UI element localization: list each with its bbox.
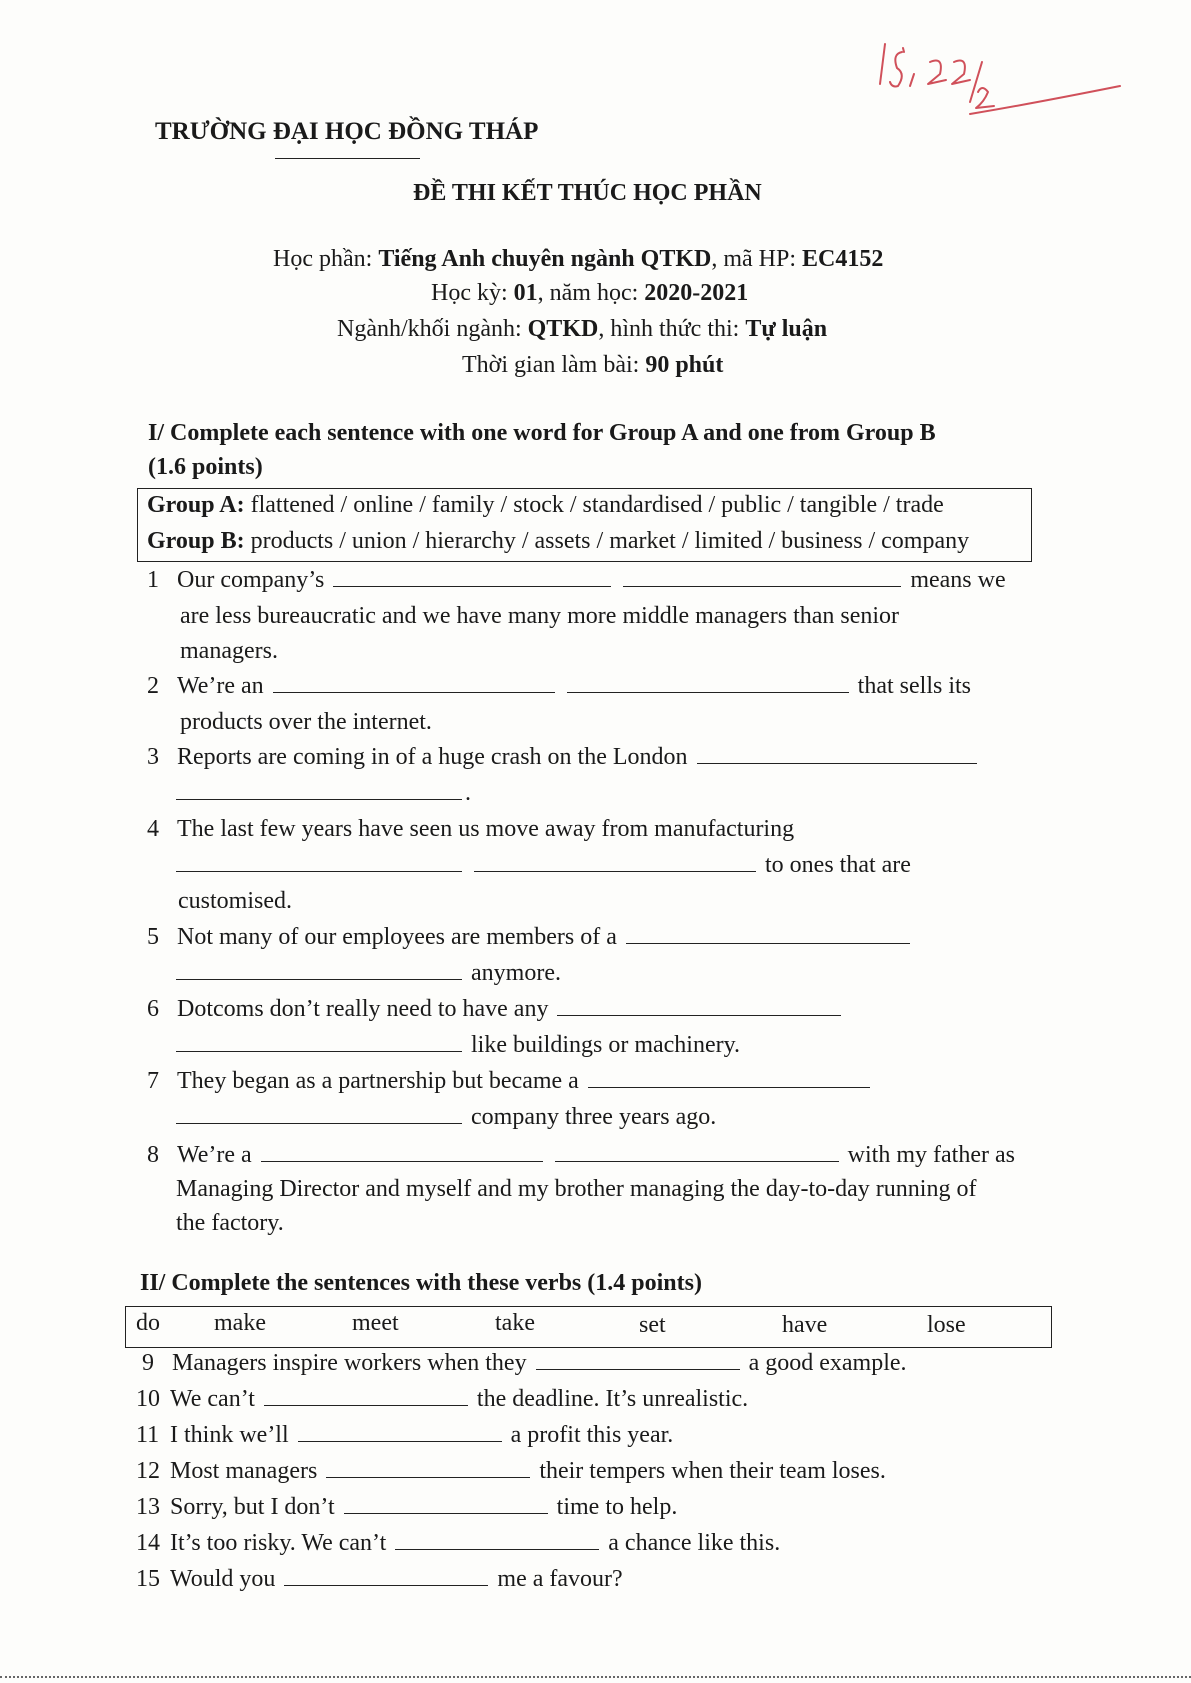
question-text: The last few years have seen us move away from manufacturing: [177, 816, 795, 842]
question-number: 2: [147, 673, 159, 699]
question-9: [142, 1350, 907, 1377]
group-a-line: [147, 492, 944, 519]
year: 2020-2021: [644, 280, 749, 306]
question-6: [147, 996, 844, 1023]
section2-title: II/ Complete the sentences with these verbs (1.4 points): [140, 1270, 702, 1296]
answer-blank[interactable]: [557, 1015, 841, 1016]
group-b-label: Group B:: [147, 528, 245, 554]
question-text: We’re an: [177, 673, 264, 699]
time-label: Thời gian làm bài:: [462, 352, 646, 378]
verb-item: take: [495, 1310, 535, 1336]
question-12: [136, 1458, 886, 1485]
answer-blank[interactable]: [264, 1405, 468, 1406]
question-text: company three years ago.: [471, 1104, 717, 1130]
question-3-cont: [176, 780, 471, 807]
group-a-label: Group A:: [147, 492, 245, 518]
question-number: 11: [136, 1422, 160, 1448]
question-text: We’re a: [177, 1142, 252, 1168]
course-name: Tiếng Anh chuyên ngành QTKD: [378, 246, 712, 272]
question-10: [136, 1386, 748, 1413]
question-5-cont: [176, 960, 561, 987]
verb-item: set: [639, 1312, 666, 1338]
school-name: TRƯỜNG ĐẠI HỌC ĐỒNG THÁP: [155, 118, 539, 145]
question-number: 15: [136, 1566, 160, 1592]
question-number: 12: [136, 1458, 160, 1484]
question-text: Not many of our employees are members of a: [177, 924, 617, 950]
answer-blank[interactable]: [588, 1087, 870, 1088]
question-text: anymore.: [471, 960, 561, 986]
question-text: time to help.: [556, 1494, 678, 1520]
question-6-cont: [176, 1032, 740, 1059]
question-number: 5: [147, 924, 159, 950]
course-line: [273, 246, 883, 273]
question-text: their tempers when their team loses.: [539, 1458, 886, 1484]
time: 90 phút: [645, 352, 724, 378]
verb-item: meet: [352, 1310, 399, 1336]
question-7: [147, 1068, 873, 1095]
question-text: with my father as: [847, 1142, 1015, 1168]
exam-title: ĐỀ THI KẾT THÚC HỌC PHẦN: [413, 180, 762, 206]
format-label: , hình thức thi:: [598, 316, 746, 342]
question-number: 14: [136, 1530, 160, 1556]
question-number: 13: [136, 1494, 160, 1520]
verb-item: lose: [927, 1312, 966, 1338]
answer-blank[interactable]: [298, 1441, 502, 1442]
question-8-cont: Managing Director and myself and my brother managing the day-to-day running of: [176, 1176, 977, 1202]
answer-blank[interactable]: [697, 763, 977, 764]
school-underline: [275, 158, 420, 159]
answer-blank[interactable]: [326, 1477, 530, 1478]
major: QTKD: [527, 316, 599, 342]
question-15: [136, 1566, 623, 1593]
answer-blank[interactable]: [284, 1585, 488, 1586]
answer-blank[interactable]: [176, 979, 462, 980]
answer-blank[interactable]: [176, 871, 462, 872]
question-text: We can’t: [170, 1386, 255, 1412]
answer-blank[interactable]: [261, 1161, 543, 1162]
question-number: 7: [147, 1068, 159, 1094]
question-text: They began as a partnership but became a: [177, 1068, 579, 1094]
course-code: EC4152: [802, 246, 884, 272]
question-text: Most managers: [170, 1458, 318, 1484]
answer-blank[interactable]: [344, 1513, 548, 1514]
question-8: [147, 1142, 1015, 1169]
course-label: Học phần:: [273, 246, 379, 272]
answer-blank[interactable]: [555, 1161, 839, 1162]
answer-blank[interactable]: [176, 1051, 462, 1052]
question-11: [136, 1422, 673, 1449]
answer-blank[interactable]: [623, 586, 901, 587]
question-text: a good example.: [748, 1350, 907, 1376]
semester-line: [431, 280, 748, 307]
question-text: that sells its: [857, 673, 972, 699]
question-number: 1: [147, 567, 159, 593]
question-text: Would you: [170, 1566, 276, 1592]
question-text: Our company’s: [177, 567, 325, 593]
question-5: [147, 924, 913, 951]
question-number: 8: [147, 1142, 159, 1168]
question-7-cont: [176, 1104, 716, 1131]
semester-label: Học kỳ:: [431, 280, 514, 306]
question-text: to ones that are: [765, 852, 911, 878]
question-number: 4: [147, 816, 159, 842]
question-text: me a favour?: [497, 1566, 623, 1592]
question-4: [147, 816, 794, 843]
question-1-cont: are less bureaucratic and we have many more middle managers than senior: [180, 603, 900, 629]
question-1-cont: managers.: [180, 638, 278, 664]
handwritten-score-mark: [870, 22, 1140, 132]
question-number: 10: [136, 1386, 160, 1412]
format: Tự luận: [745, 316, 828, 342]
major-line: [337, 316, 827, 343]
major-label: Ngành/khối ngành:: [337, 316, 528, 342]
answer-blank[interactable]: [176, 799, 462, 800]
answer-blank[interactable]: [626, 943, 910, 944]
question-13: [136, 1494, 677, 1521]
question-1: [147, 567, 1006, 594]
verb-item: have: [782, 1312, 828, 1338]
time-line: [462, 352, 723, 379]
verb-item: make: [214, 1310, 266, 1336]
question-4-cont: [176, 852, 911, 879]
question-number: 6: [147, 996, 159, 1022]
answer-blank[interactable]: [536, 1369, 740, 1370]
question-text: I think we’ll: [170, 1422, 289, 1448]
answer-blank[interactable]: [333, 586, 611, 587]
question-text: Dotcoms don’t really need to have any: [177, 996, 549, 1022]
semester: 01: [513, 280, 538, 306]
question-text: Managers inspire workers when they: [172, 1350, 527, 1376]
question-text: It’s too risky. We can’t: [170, 1530, 387, 1556]
question-text: means we: [910, 567, 1006, 593]
question-number: 3: [147, 744, 159, 770]
question-text: Sorry, but I don’t: [170, 1494, 335, 1520]
answer-blank[interactable]: [474, 871, 756, 872]
question-text: like buildings or machinery.: [471, 1032, 741, 1058]
question-3: [147, 744, 980, 771]
verb-item: do: [136, 1310, 160, 1336]
question-2-cont: products over the internet.: [180, 709, 432, 735]
page-bottom-edge: [0, 1676, 1191, 1678]
question-text: Reports are coming in of a huge crash on the London: [177, 744, 688, 770]
section1-points: (1.6 points): [148, 454, 263, 480]
question-text: .: [465, 780, 471, 806]
question-text: a profit this year.: [510, 1422, 674, 1448]
group-b-line: [147, 528, 969, 555]
question-text: the deadline. It’s unrealistic.: [476, 1386, 749, 1412]
question-2: [147, 673, 971, 700]
question-4-cont: customised.: [178, 888, 292, 914]
group-b-words: products / union / hierarchy / assets / market / limited / business / company: [244, 528, 970, 554]
answer-blank[interactable]: [176, 1123, 462, 1124]
answer-blank[interactable]: [567, 692, 849, 693]
answer-blank[interactable]: [395, 1549, 599, 1550]
answer-blank[interactable]: [273, 692, 555, 693]
question-14: [136, 1530, 780, 1557]
question-number: 9: [142, 1350, 154, 1376]
group-a-words: flattened / online / family / stock / standardised / public / tangible / trade: [244, 492, 944, 518]
year-label: , năm học:: [537, 280, 645, 306]
question-8-cont: the factory.: [176, 1210, 284, 1236]
question-text: a chance like this.: [608, 1530, 781, 1556]
course-code-label: , mã HP:: [711, 246, 802, 272]
section1-title: I/ Complete each sentence with one word for Group A and one from Group B: [148, 420, 936, 446]
